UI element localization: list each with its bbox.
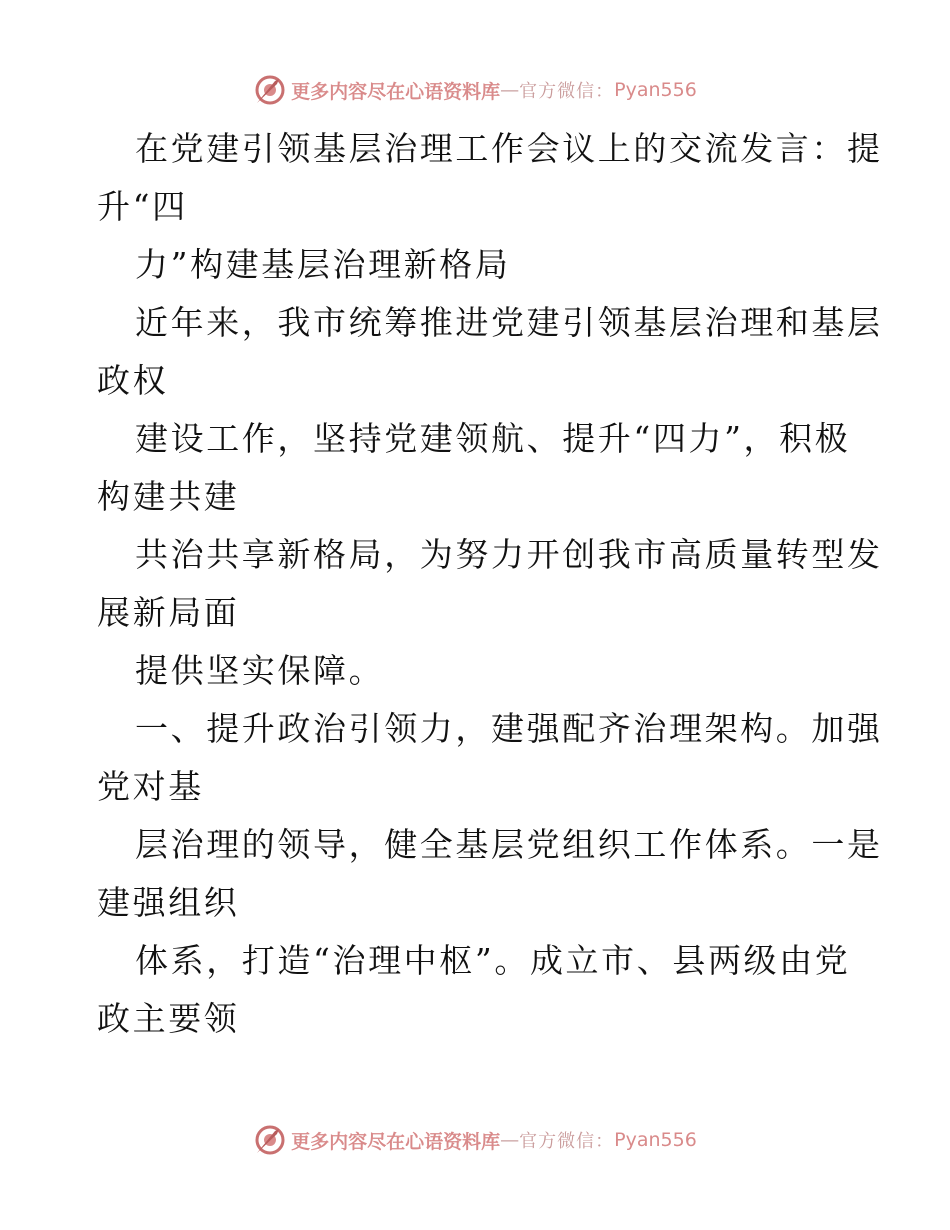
- body-line: 党对基: [97, 767, 204, 806]
- quill-seal-icon: [253, 73, 287, 107]
- body-line: 共治共享新格局，为努力开创我市高质量转型发: [135, 535, 883, 574]
- banner-dash: —: [500, 1129, 520, 1151]
- header-watermark-banner: [0, 70, 950, 110]
- body-line: 展新局面: [97, 593, 240, 632]
- banner-sub-text: 官方微信：: [519, 81, 615, 102]
- body-line: 层治理的领导，健全基层党组织工作体系。一是: [135, 825, 883, 864]
- body-line: 在党建引领基层治理工作会议上的交流发言：提: [135, 129, 883, 168]
- banner-sub-text: 官方微信：: [519, 1131, 615, 1152]
- body-line: 近年来，我市统筹推进党建引领基层治理和基层: [135, 303, 883, 342]
- banner-main-text: 更多内容尽在心语资料库: [291, 1130, 501, 1153]
- body-line: 政主要领: [97, 999, 240, 1038]
- body-line: 体系，打造“治理中枢”。成立市、县两级由党: [135, 941, 851, 980]
- document-body: [97, 120, 883, 1048]
- body-line: 政权: [97, 361, 169, 400]
- body-line: 建强组织: [97, 883, 240, 922]
- footer-watermark-banner: [0, 1120, 950, 1160]
- quill-seal-icon: [253, 1123, 287, 1157]
- banner-wechat-id: Pyan556: [614, 1129, 697, 1151]
- body-line: 提供坚实保障。: [135, 651, 385, 690]
- body-line: 一、提升政治引领力，建强配齐治理架构。加强: [135, 709, 883, 748]
- banner-main-text: 更多内容尽在心语资料库: [291, 80, 501, 103]
- body-line: 力”构建基层治理新格局: [135, 245, 511, 284]
- banner-dash: —: [500, 79, 520, 101]
- body-line: 升“四: [97, 187, 188, 226]
- body-line: 构建共建: [97, 477, 240, 516]
- body-line: 建设工作，坚持党建领航、提升“四力”，积极: [135, 419, 851, 458]
- banner-wechat-id: Pyan556: [614, 79, 697, 101]
